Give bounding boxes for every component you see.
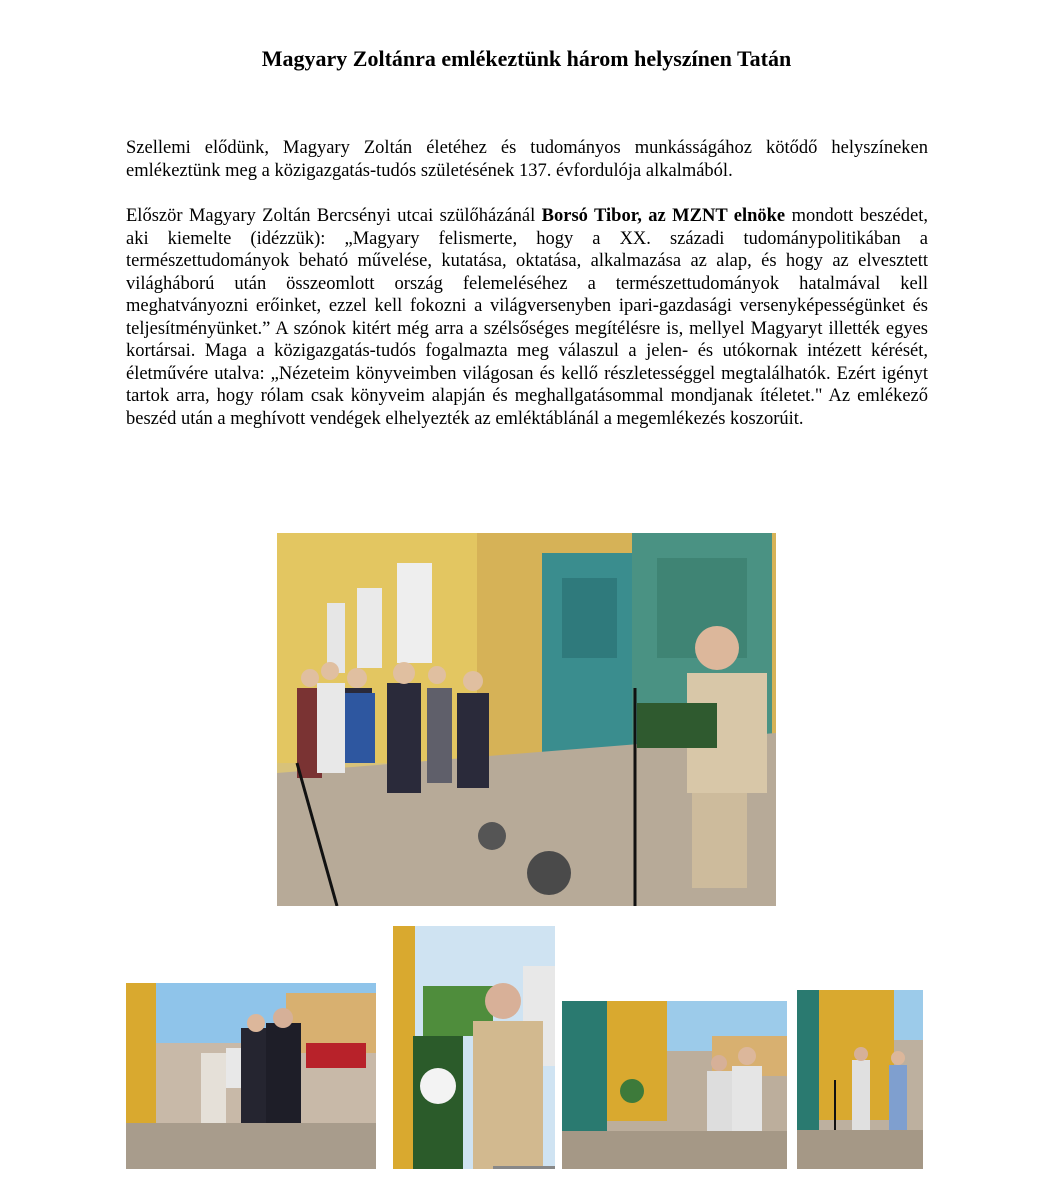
article-title: Magyary Zoltánra emlékeztünk három helyszínen Tatán [261,46,792,71]
paragraph-lead: Először Magyary Zoltán Bercsényi utcai szülőházánál [126,206,542,226]
main-photo [277,533,776,906]
thumb-photo-1 [126,983,376,1169]
speaker-name: Borsó Tibor, az MZNT elnöke [541,206,786,226]
paragraph-intro: Szellemi elődünk, Magyary Zoltán életéhez és tudományos munkásságához kötődő helyszíneken emlékeztünk meg a közigazgatás-tudós születésének 137. évfordulója alkalmából. [126,138,928,181]
paragraph-rest: mondott beszédet, aki kiemelte (idézzük): „Magyary felismerte, hogy a XX. századi tudománypolitikában a természettudományok beható művelése, kutatása, oktatása, alkalmazása az alap, és hogy az elvesztett világháború után összeomlott ország felemeléséhez a természettudományok hatalmával kell meghatványozni erőinket, ezzel kell fokozni a világversenyben ipari-gazdasági versenyképességünket és teljesítményünket.” A szónok kitért még arra a szélsőséges megítélésre is, mellyel Magyaryt illették egyes kortársai. Maga a közigazgatás-tudós fogalmazta meg válaszul a jelen- és utókornak intézett kérését, életművére utalva: „Nézeteim könyveimben világosan és kellő részletességgel megtalálhatók. Ezért igényt tartok arra, hogy rólam csak könyveim alapján és meghallgatásommal mondjanak ítéletet." Az emlékező beszéd után a meghívott vendégek elhelyezték az emléktáblánál a megemlékezés koszorúit. [126,206,929,429]
thumb-photo-2 [393,926,555,1169]
thumb-photo-4 [797,990,923,1169]
paragraph-speech [126,205,928,430]
thumb-photo-3 [562,1001,787,1169]
